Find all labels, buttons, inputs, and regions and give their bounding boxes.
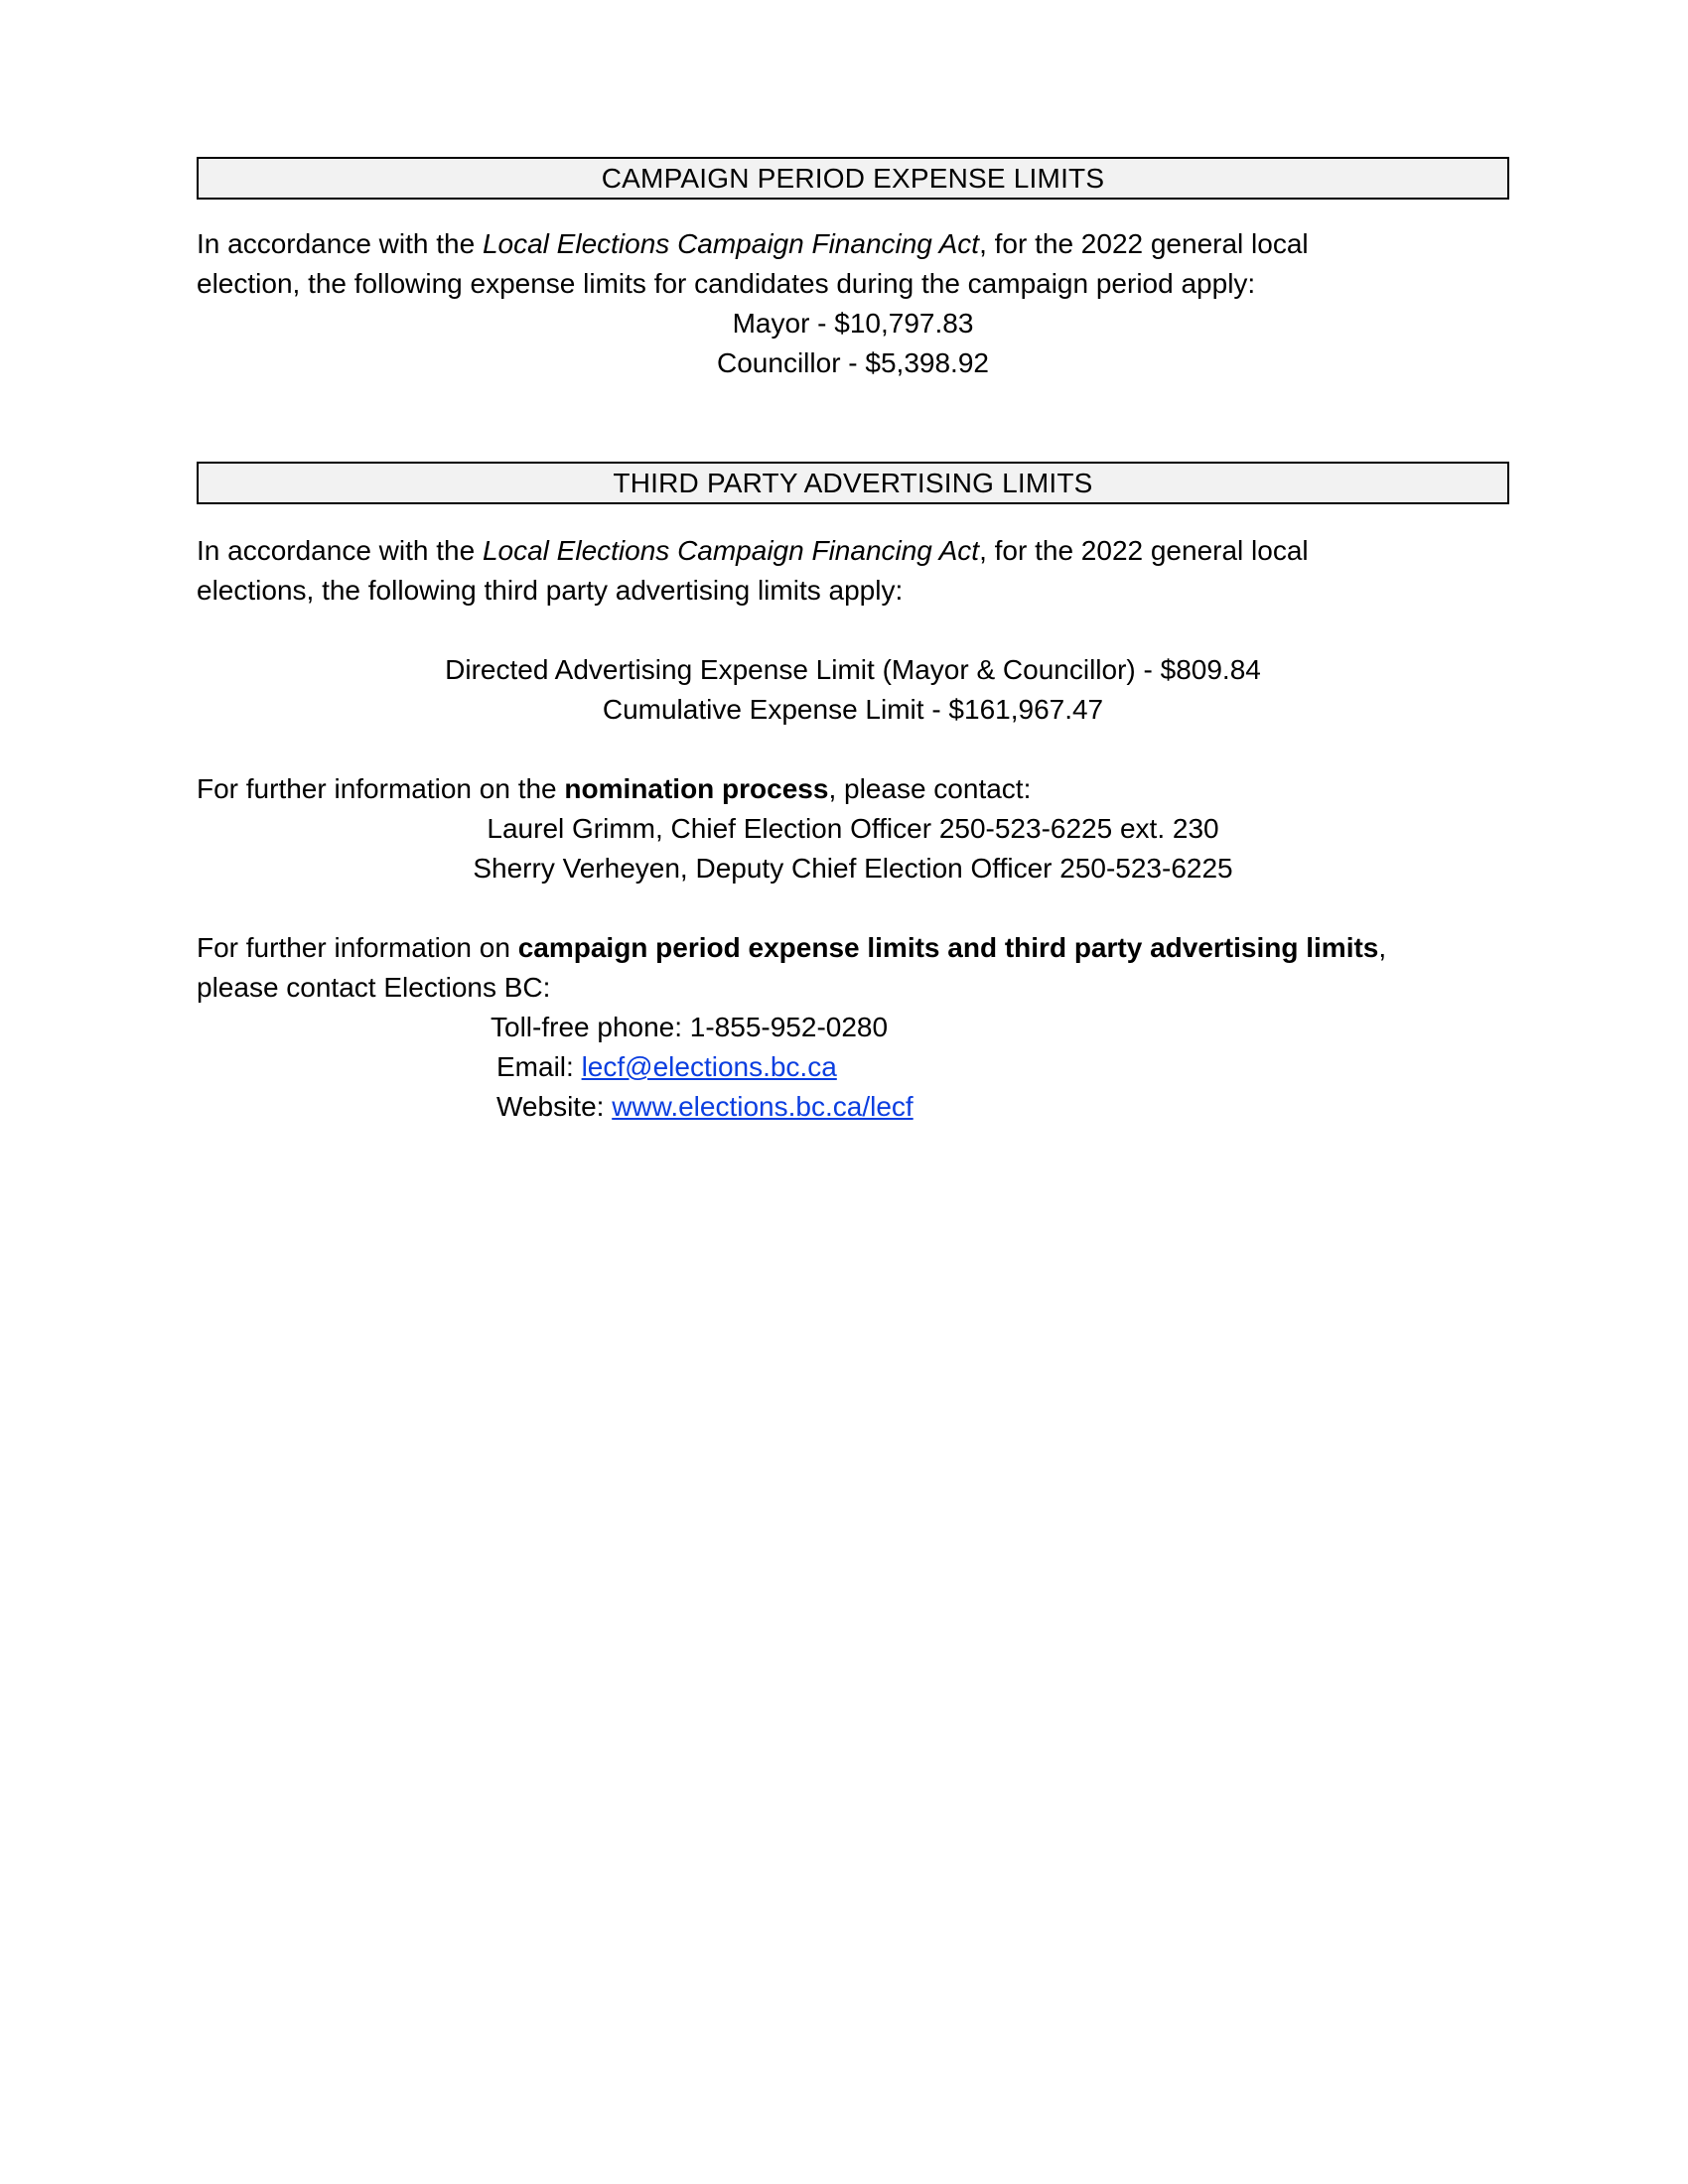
third-party-intro-prefix: In accordance with the bbox=[197, 535, 483, 566]
nomination-info-line bbox=[197, 769, 1031, 809]
campaign-expense-heading: CAMPAIGN PERIOD EXPENSE LIMITS bbox=[197, 157, 1509, 200]
elections-bc-prefix: For further information on bbox=[197, 932, 518, 963]
nomination-suffix: , please contact: bbox=[828, 773, 1032, 804]
website-line bbox=[496, 1087, 914, 1127]
third-party-intro-line1 bbox=[197, 531, 1309, 571]
councillor-expense-limit: Councillor - $5,398.92 bbox=[717, 347, 989, 378]
website-link[interactable]: www.elections.bc.ca/lecf bbox=[612, 1091, 914, 1122]
third-party-intro-suffix: , for the 2022 general local bbox=[979, 535, 1309, 566]
campaign-intro-line2: election, the following expense limits for candidates during the campaign period apply: bbox=[197, 268, 1256, 299]
elections-bc-bold: campaign period expense limits and third party advertising limits bbox=[517, 932, 1379, 963]
elections-bc-contact-line: please contact Elections BC: bbox=[197, 972, 551, 1003]
email-label: Email: bbox=[496, 1051, 582, 1082]
nomination-prefix: For further information on the bbox=[197, 773, 565, 804]
campaign-intro-prefix: In accordance with the bbox=[197, 228, 483, 259]
website-label: Website: bbox=[496, 1091, 613, 1122]
third-party-act-name: Local Elections Campaign Financing Act bbox=[482, 535, 980, 566]
contact-chief-election-officer: Laurel Grimm, Chief Election Officer 250-523-6225 ext. 230 bbox=[487, 813, 1219, 844]
cumulative-expense-limit: Cumulative Expense Limit - $161,967.47 bbox=[602, 694, 1104, 725]
third-party-heading: THIRD PARTY ADVERTISING LIMITS bbox=[197, 462, 1509, 504]
nomination-bold: nomination process bbox=[564, 773, 829, 804]
directed-advertising-limit: Directed Advertising Expense Limit (Mayor & Councillor) - $809.84 bbox=[445, 654, 1261, 685]
elections-bc-suffix: , bbox=[1378, 932, 1387, 963]
campaign-act-name: Local Elections Campaign Financing Act bbox=[482, 228, 980, 259]
campaign-intro-suffix: , for the 2022 general local bbox=[979, 228, 1309, 259]
email-line bbox=[496, 1047, 837, 1087]
campaign-intro-line1 bbox=[197, 224, 1309, 264]
mayor-expense-limit: Mayor - $10,797.83 bbox=[732, 308, 974, 339]
toll-free-phone: Toll-free phone: 1-855-952-0280 bbox=[491, 1012, 889, 1042]
third-party-intro-line2: elections, the following third party advertising limits apply: bbox=[197, 575, 904, 606]
contact-deputy-election-officer: Sherry Verheyen, Deputy Chief Election Officer 250-523-6225 bbox=[473, 853, 1233, 884]
email-link[interactable]: lecf@elections.bc.ca bbox=[581, 1051, 837, 1082]
elections-bc-info-line bbox=[197, 928, 1386, 968]
